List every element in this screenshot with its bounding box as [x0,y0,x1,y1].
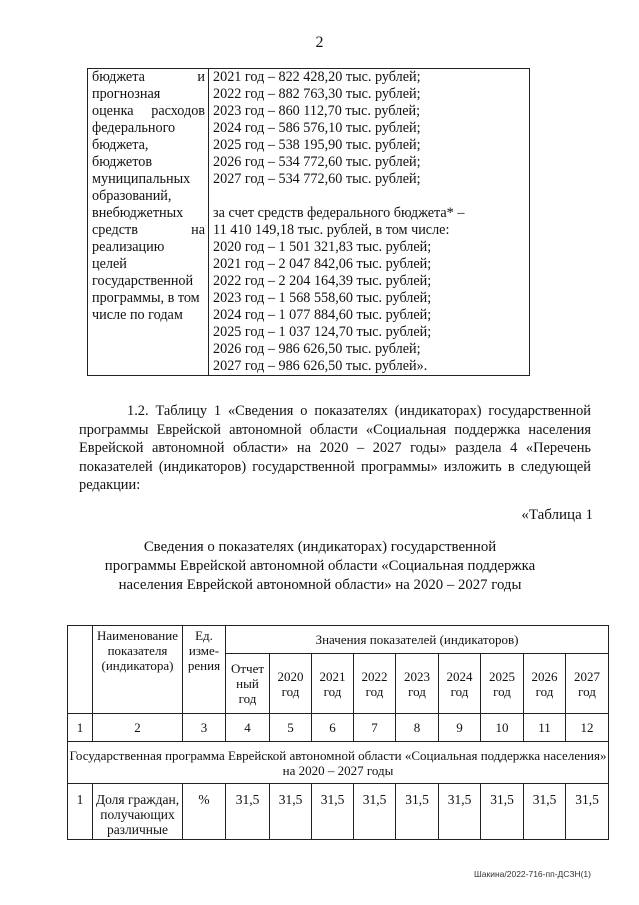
financing-value-line: 2020 год – 1 501 321,83 тыс. рублей; [213,239,432,255]
year-header-cell [524,654,566,714]
year-header-cell [396,654,439,714]
column-number-cell: 8 [396,714,439,742]
financing-label-cell [88,69,209,376]
column-number-cell: 10 [481,714,524,742]
year-header-text: 2021 [319,668,346,684]
column-number-cell: 9 [439,714,481,742]
header-text: показателя [107,643,168,658]
column-number-cell: 2 [93,714,183,742]
column-number-cell: 1 [68,714,93,742]
financing-value-line: 2024 год – 586 576,10 тыс. рублей; [213,120,421,136]
indicators-table [67,625,609,840]
indicator-value-cell: 31,5 [354,784,396,840]
financing-value-line: 2021 год – 822 428,20 тыс. рублей; [213,69,421,85]
financing-value-line: 2026 год – 534 772,60 тыс. рублей; [213,154,421,170]
financing-value-line: 2025 год – 538 195,90 тыс. рублей; [213,137,421,153]
year-header-cell [566,654,609,714]
column-number-cell: 4 [226,714,270,742]
year-header-text: год [365,683,384,699]
year-header-text: 2024 [446,668,473,684]
column-number-cell: 5 [270,714,312,742]
indicator-value-cell: 31,5 [566,784,609,840]
indicator-value-cell: 31,5 [312,784,354,840]
table-label: «Таблица 1 [521,507,593,523]
financing-label-line: оценка расходов [92,103,205,119]
header-name-cell [93,626,183,714]
financing-value-line: 2024 год – 1 077 884,60 тыс. рублей; [213,307,432,323]
column-number-cell: 6 [312,714,354,742]
indicator-value-cell: 31,5 [226,784,270,840]
financing-value-line: 2022 год – 882 763,30 тыс. рублей; [213,86,421,102]
caption-line: населения Еврейской автономной области» на 2020 – 2027 годы [118,577,522,593]
financing-values-cell [209,69,530,376]
header-text: Ед. [195,628,213,643]
year-header-text: год [238,691,257,706]
financing-label-line: государственной [92,273,194,289]
year-header-cell [312,654,354,714]
header-unit-cell [183,626,226,714]
financing-label-line: бюджета, [92,137,149,153]
caption-line: Сведения о показателях (индикаторах) государственной [143,539,497,555]
indicator-name-line: различные [106,822,169,837]
financing-label-line: образований, [92,188,172,204]
column-number-cell: 3 [183,714,226,742]
financing-value-line [209,188,529,205]
amendment-paragraph: 1.2. Таблицу 1 «Сведения о показателях (индикаторах) государственной программы Еврейской автономной области «Социальная поддержка населения Еврейской автономной области» на 2020 – 2027 годы» раздела 4 «Перечень показателей (индикаторов) государственной программы» изложить в следующей редакции: [79,403,591,493]
year-header-cell [481,654,524,714]
document-stamp: Шакина/2022-716-пп-ДСЗН(1) [473,869,591,879]
section-title-cell [68,742,609,784]
financing-value-line: 2027 год – 534 772,60 тыс. рублей; [213,171,421,187]
financing-label-line: муниципальных [92,171,191,187]
year-header-cell [226,654,270,714]
indicator-value-cell: 31,5 [481,784,524,840]
year-header-text: Отчет [230,661,265,676]
year-header-text: год [281,683,300,699]
column-number-cell: 11 [524,714,566,742]
year-header-text: год [578,683,596,699]
financing-value-line: 2023 год – 1 568 558,60 тыс. рублей; [213,290,432,306]
indicator-value-cell: 31,5 [439,784,481,840]
year-header-text: год [535,683,554,699]
indicator-name-line: получающих [100,807,175,822]
financing-value-line: 2021 год – 2 047 842,06 тыс. рублей; [213,256,432,272]
year-header-text: 2026 [531,668,558,684]
financing-value-line: 2025 год – 1 037 124,70 тыс. рублей; [213,324,432,340]
header-text: Наименование [97,628,178,643]
financing-label-line: числе по годам [92,307,183,323]
indicator-name-cell [93,784,183,840]
indicator-name-line: Доля граждан, [95,792,180,807]
section-title-line: на 2020 – 2027 годы [282,762,394,778]
financing-value-line: за счет средств федерального бюджета* – [213,205,465,221]
indicator-value-cell: 31,5 [524,784,566,840]
year-header-text: год [450,683,469,699]
financing-label-line: бюджетов [92,154,153,170]
year-header-text: год [493,683,511,699]
financing-label-line: программы, в том [92,290,200,306]
table-caption [60,538,580,595]
financing-label-line: прогнозная [92,86,161,102]
year-header-cell [270,654,312,714]
year-header-text: 2027 [574,668,600,684]
financing-label-line: внебюджетных [92,205,184,221]
financing-value-line: 11 410 149,18 тыс. рублей, в том числе: [213,222,450,238]
financing-value-line: 2023 год – 860 112,70 тыс. рублей; [213,103,421,119]
unit-cell: % [183,784,226,840]
financing-label-line: средств на [92,222,205,238]
financing-value-line: 2026 год – 986 626,50 тыс. рублей; [213,341,421,357]
financing-value-line: 2022 год – 2 204 164,39 тыс. рублей; [213,273,432,289]
year-header-text: 2023 [404,668,430,684]
row-number-cell: 1 [68,784,93,840]
year-header-text: 2022 [361,668,388,684]
indicator-value-cell: 31,5 [270,784,312,840]
caption-line: программы Еврейской автономной области «Социальная поддержка [104,558,536,574]
header-values-cell: Значения показателей (индикаторов) [226,626,609,654]
financing-label-line: реализацию [92,239,165,255]
page-number: 2 [315,34,324,51]
financing-label-line: целей [92,256,127,272]
year-header-cell [354,654,396,714]
header-text: изме- [188,643,220,658]
year-header-text: год [323,683,342,699]
financing-label-line: федерального [92,120,176,136]
column-number-cell: 12 [566,714,609,742]
header-text: рения [187,658,221,673]
financing-table [87,68,530,376]
year-header-text: 2025 [489,668,515,684]
year-header-text: год [408,683,426,699]
year-header-cell [439,654,481,714]
header-text: (индикатора) [101,658,174,673]
column-number-cell: 7 [354,714,396,742]
year-header-text: 2020 [277,668,304,684]
financing-value-line: 2027 год – 986 626,50 тыс. рублей». [213,358,428,374]
indicator-value-cell: 31,5 [396,784,439,840]
financing-label-line: бюджета и [92,69,205,85]
year-header-text: ный [236,676,259,691]
section-title-line: Государственная программа Еврейской автономной области «Социальная поддержка населения» [69,747,607,763]
header-num-cell [68,626,93,714]
